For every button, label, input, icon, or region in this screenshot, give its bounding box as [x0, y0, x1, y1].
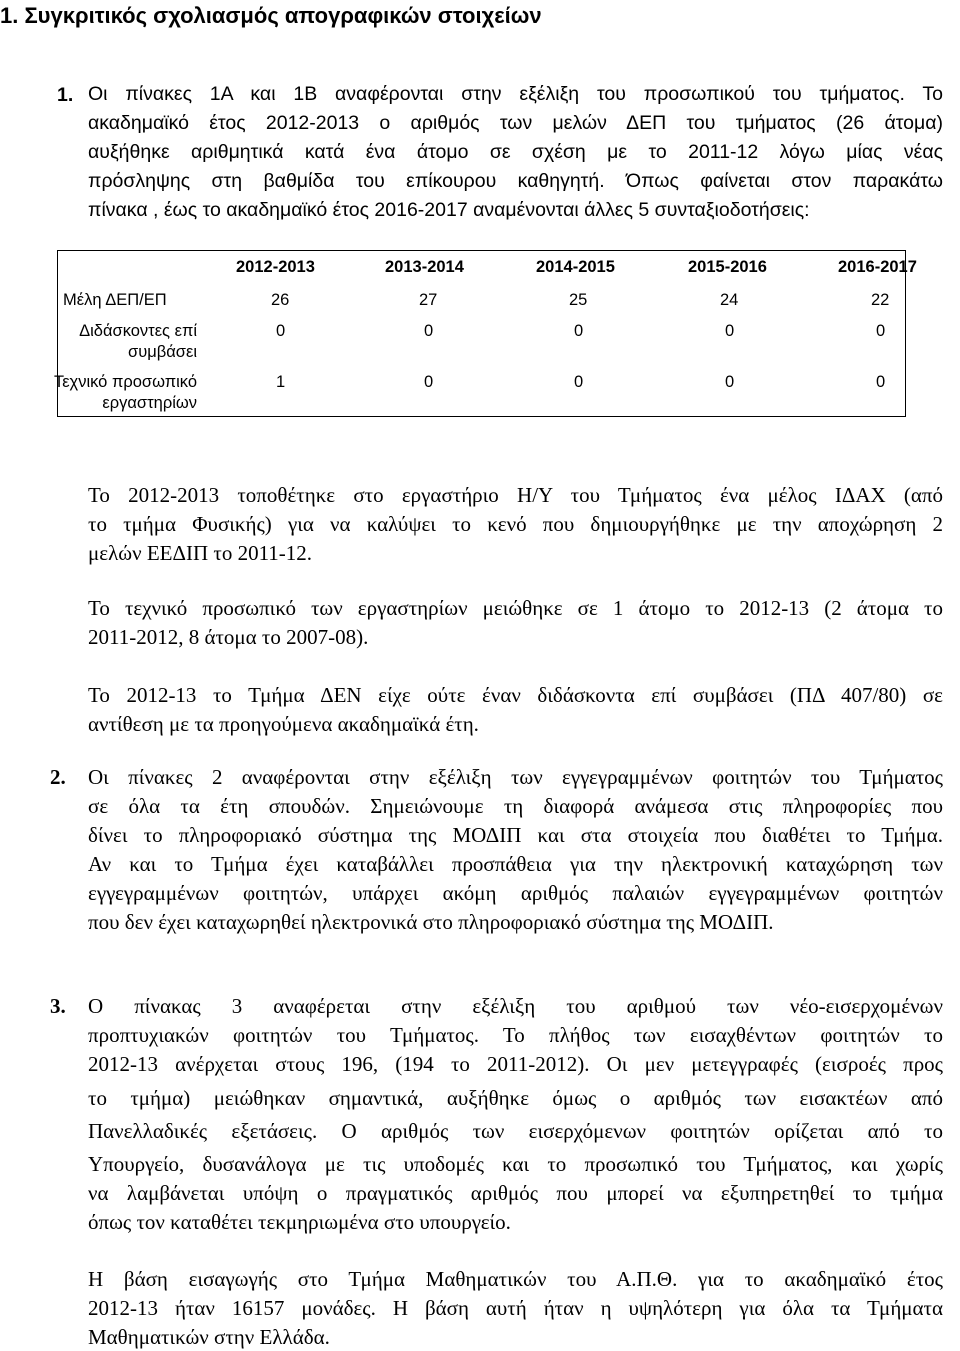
section-2-line: Οι πίνακες 2 αναφέρονται στην εξέλιξη των εγγεγραμμένων φοιτητών του Τμήματος — [88, 765, 943, 789]
row-label: Μέλη ΔΕΠ/ΕΠ — [63, 291, 167, 309]
paragraph-line: Το τεχνικό προσωπικό των εργαστηρίων μειώθηκε σε 1 άτομο το 2012-13 (2 άτομα το — [88, 596, 943, 620]
paragraph-line: το τμήμα Φυσικής) για να καλύψει το κενό που δημιουργήθηκε με την αποχώρηση 2 — [88, 512, 943, 536]
section-3-line: Υπουργείο, δυσανάλογα με τις υποδομές και το προσωπικό του Τμήματος, και χωρίς — [88, 1152, 943, 1176]
section-1-line: αυξήθηκε αριθμητικά κατά ένα άτομο σε σχέση με το 2011-12 λόγω μίας νέας — [88, 141, 943, 163]
section-2-line: εγγεγραμμένων φοιτητών, υπάρχει ακόμη αριθμός παλαιών εγγεγραμμένων φοιτητών — [88, 881, 943, 905]
paragraph-line: Μαθηματικών στην Ελλάδα. — [88, 1325, 330, 1349]
column-header: 2016-2017 — [838, 258, 917, 276]
section-2-line: Αν και το Τμήμα έχει καταβάλλει προσπάθεια για την ηλεκτρονική καταχώρηση των — [88, 852, 943, 876]
table-cell: 22 — [871, 291, 890, 309]
table-cell: 0 — [876, 373, 886, 391]
section-1-line: Οι πίνακες 1Α και 1Β αναφέρονται στην εξέλιξη του προσωπικού του τμήματος. Το — [88, 83, 943, 105]
column-header: 2015-2016 — [688, 258, 767, 276]
section-3-line: όπως τον καταθέτει τεκμηριωμένα στο υπουργείο. — [88, 1210, 511, 1234]
paragraph-line: Η βάση εισαγωγής στο Τμήμα Μαθηματικών του Α.Π.Θ. για το ακαδημαϊκό έτος — [88, 1267, 943, 1291]
table-cell: 24 — [720, 291, 739, 309]
paragraph-line: 2011-2012, 8 άτομα το 2007-08). — [88, 625, 369, 649]
column-header: 2013-2014 — [385, 258, 464, 276]
section-3-number: 3. — [50, 994, 66, 1018]
section-2-line: σε όλα τα έτη σπουδών. Σημειώνουμε τη διαφορά ανάμεσα στις πληροφορίες που — [88, 794, 943, 818]
section-3-line: Πανελλαδικές εξετάσεις. Ο αριθμός των εισερχόμενων φοιτητών ορίζεται από το — [88, 1119, 943, 1143]
section-1-number: 1. — [57, 84, 74, 106]
row-label: εργαστηρίων — [102, 394, 197, 412]
row-label: Διδάσκοντες επί — [79, 322, 197, 340]
row-label: Τεχνικό προσωπικό — [53, 373, 197, 391]
table-cell: 25 — [569, 291, 588, 309]
section-3-line: προπτυχιακών φοιτητών του Τμήματος. Το πλήθος των εισαχθέντων φοιτητών το — [88, 1023, 943, 1047]
section-1-line: πίνακα , έως το ακαδημαϊκό έτος 2016-2017 αναμένονται άλλες 5 συνταξιοδοτήσεις: — [88, 199, 810, 221]
table-cell: 26 — [271, 291, 290, 309]
paragraph-line: μελών ΕΕΔΙΠ το 2011-12. — [88, 541, 313, 565]
column-header: 2014-2015 — [536, 258, 615, 276]
paragraph-line: αντίθεση με τα προηγούμενα ακαδημαϊκά έτη. — [88, 712, 479, 736]
table-cell: 0 — [574, 373, 584, 391]
table-cell: 0 — [725, 322, 735, 340]
section-2-line: που δεν έχει καταχωρηθεί ηλεκτρονικά στο πληροφοριακό σύστημα της ΜΟΔΙΠ. — [88, 910, 774, 934]
table-cell: 1 — [276, 373, 286, 391]
paragraph-line: Το 2012-2013 τοποθέτηκε στο εργαστήριο Η/Υ του Τμήματος ένα μέλος ΙΔΑΧ (από — [88, 483, 943, 507]
paragraph-line: Το 2012-13 το Τμήμα ΔΕΝ είχε ούτε έναν διδάσκοντα επί συμβάσει (ΠΔ 407/80) σε — [88, 683, 943, 707]
column-header: 2012-2013 — [236, 258, 315, 276]
section-2-line: δίνει το πληροφοριακό σύστημα της ΜΟΔΙΠ και στα στοιχεία που διαθέτει το Τμήμα. — [88, 823, 943, 847]
table-cell: 0 — [424, 373, 434, 391]
section-2-number: 2. — [50, 765, 66, 789]
table-cell: 0 — [725, 373, 735, 391]
section-3-line: 2012-13 ανέρχεται στους 196, (194 το 2011-2012). Οι μεν μετεγγραφές (εισροές προς — [88, 1052, 943, 1076]
table-cell: 0 — [276, 322, 286, 340]
table-cell: 27 — [419, 291, 438, 309]
section-3-line: Ο πίνακας 3 αναφέρεται στην εξέλιξη του αριθμού των νέο-εισερχομένων — [88, 994, 943, 1018]
section-1-line: ακαδημαϊκό έτος 2012-2013 ο αριθμός των μελών ΔΕΠ του τμήματος (26 άτομα) — [88, 112, 943, 134]
section-1-line: πρόσληψης στη βαθμίδα του επίκουρου καθηγητή. Όπως φαίνεται στον παρακάτω — [88, 170, 943, 192]
section-3-line: να λαμβάνεται υπόψη ο πραγματικός αριθμός που μπορεί να εξυπηρετηθεί το τμήμα — [88, 1181, 943, 1205]
table-cell: 0 — [424, 322, 434, 340]
paragraph-line: 2012-13 ήταν 16157 μονάδες. Η βάση αυτή ήταν η υψηλότερη για όλα τα Τμήματα — [88, 1296, 943, 1320]
row-label: συμβάσει — [128, 343, 197, 361]
table-cell: 0 — [876, 322, 886, 340]
section-3-line: το τμήμα) μειώθηκαν σημαντικά, αυξήθηκε όμως ο αριθμός των εισακτέων από — [88, 1086, 943, 1110]
table-cell: 0 — [574, 322, 584, 340]
section-heading: 1. Συγκριτικός σχολιασμός απογραφικών στοιχείων — [0, 3, 542, 28]
